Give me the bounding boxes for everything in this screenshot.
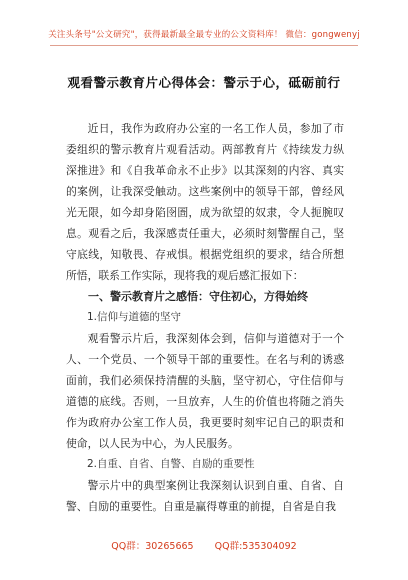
paragraph-intro: 近日，我作为政府办公室的一名工作人员，参加了市委组织的警示教育片观看活动。两部教育片《持续发力纵深推进》和《自我革命永不止步》以其深刻的内容、真实的案例，让我深受触动。这些案例中的领导干部，曾经风光无限，如今却身陷囹圄，成为欲望的奴隶，令人扼腕叹息。观看之后，我深感责任重大，必须时刻警醒自己，坚守底线，知敬畏、存戒惧。根据党组织的要求，结合所想所悟，联系工作实际，现将我的观后感汇报如下： bbox=[66, 122, 344, 282]
paragraph-faith: 观看警示片后，我深刻体会到，信仰与道德对于一个人、一个党员、一个领导干部的重要性。在名与利的诱惑面前，我们必须保持清醒的头脑，坚守初心，守住信仰与道德的底线。否则，一旦放弃，人生的价值也将随之消失作为政府办公室工作人员，我更要时刻牢记自己的职责和使命，以人民为中心，为人民服务。 bbox=[66, 332, 344, 450]
header-divider bbox=[50, 45, 358, 46]
document-title: 观看警示教育片心得体会：警示于心，砥砺前行 bbox=[67, 75, 341, 90]
header-note: 关注头条号"公文研究"，获得最新最全最专业的公文资料库！ 微信：gongwenyj bbox=[48, 30, 360, 40]
section-heading-1: 一、警示教育片之感悟：守住初心，方得始终 bbox=[88, 290, 308, 303]
subheading-2: 2.自重、自省、自警、自励的重要性 bbox=[87, 458, 255, 470]
document-body bbox=[66, 118, 344, 517]
footer-contacts bbox=[0, 538, 408, 552]
paragraph-self: 警示片中的典型案例让我深刻认识到自重、自省、自警、自励的重要性。自重是赢得尊重的前提，自省是自我 bbox=[66, 479, 344, 513]
footer-qq-group-1: QQ群：30265665 bbox=[111, 541, 194, 552]
subheading-1: 1.信仰与道德的坚守 bbox=[87, 311, 182, 323]
footer-qq-group-2: QQ群:535304092 bbox=[214, 541, 297, 552]
